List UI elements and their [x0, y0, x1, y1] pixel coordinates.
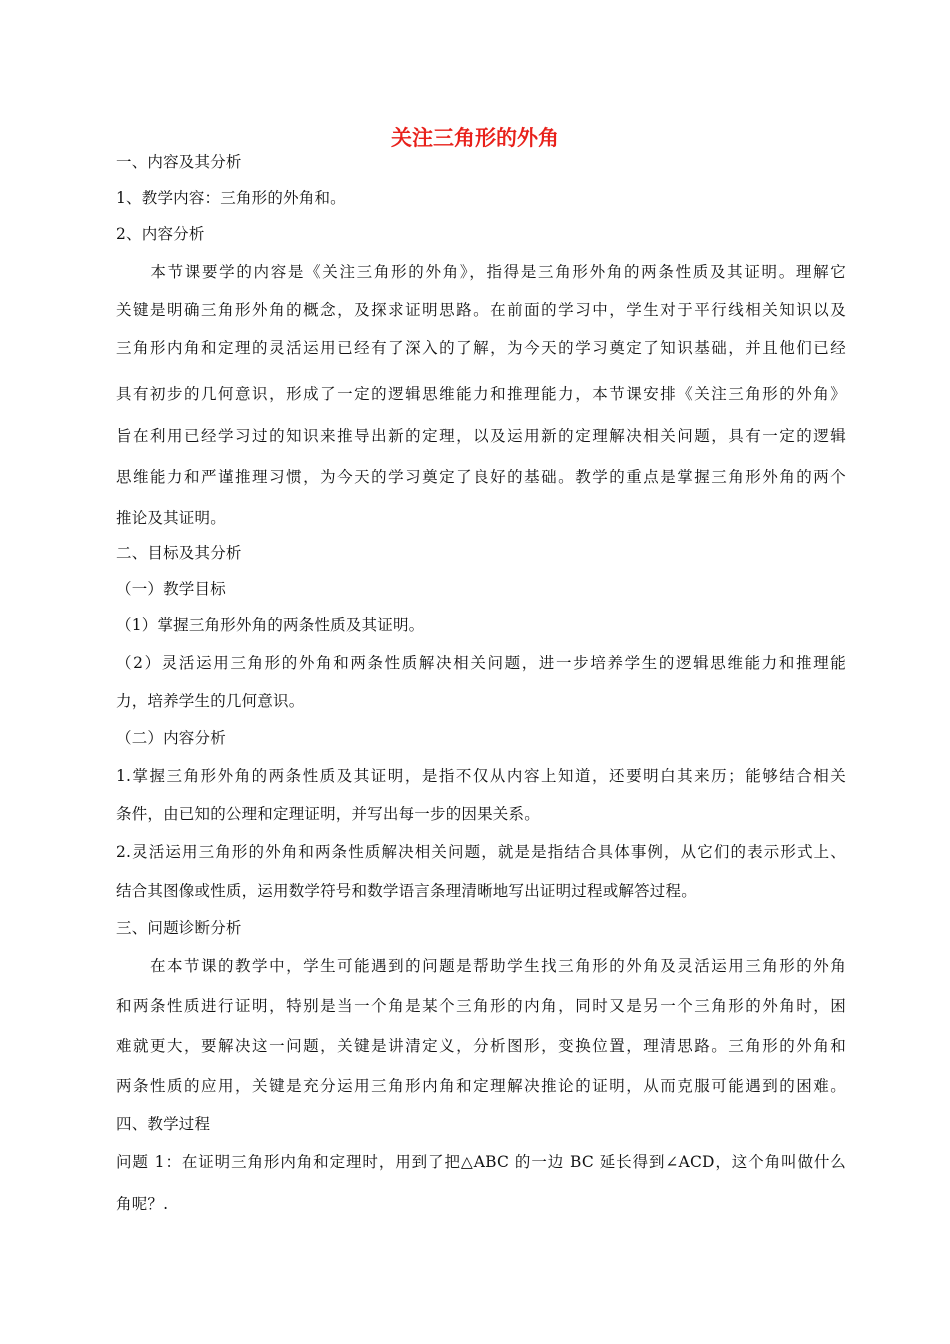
paragraph-line: 和两条性质进行证明，特别是当一个角是某个三角形的内角，同时又是另一个三角形的外角时，困	[116, 997, 846, 1015]
paragraph-line: 推论及其证明。	[116, 509, 226, 527]
subheading: （一）教学目标	[116, 580, 226, 598]
paragraph-line: 力，培养学生的几何意识。	[116, 692, 305, 710]
paragraph-line: 条件，由已知的公理和定理证明，并写出每一步的因果关系。	[116, 805, 540, 823]
paragraph-line: 2、内容分析	[116, 225, 205, 243]
section-heading-3: 三、问题诊断分析	[116, 919, 242, 937]
paragraph-line: 2.灵活运用三角形的外角和两条性质解决相关问题，就是是指结合具体事例，从它们的表示形式上、	[116, 843, 846, 861]
paragraph-line: 关键是明确三角形外角的概念，及探求证明思路。在前面的学习中，学生对于平行线相关知识以及	[116, 301, 846, 319]
paragraph-line: 具有初步的几何意识，形成了一定的逻辑思维能力和推理能力，本节课安排《关注三角形的外角》	[116, 385, 846, 403]
paragraph-line: 难就更大，要解决这一问题，关键是讲清定义，分析图形，变换位置，理清思路。三角形的外角和	[116, 1037, 846, 1055]
section-heading-1: 一、内容及其分析	[116, 153, 242, 171]
paragraph-line: 在本节课的教学中，学生可能遇到的问题是帮助学生找三角形的外角及灵活运用三角形的外角	[116, 957, 846, 975]
paragraph-line: 思维能力和严谨推理习惯，为今天的学习奠定了良好的基础。教学的重点是掌握三角形外角的两个	[116, 468, 846, 486]
paragraph-line: （2）灵活运用三角形的外角和两条性质解决相关问题，进一步培养学生的逻辑思维能力和推理能	[116, 654, 846, 672]
paragraph-line: 结合其图像或性质，运用数学符号和数学语言条理清晰地写出证明过程或解答过程。	[116, 882, 697, 900]
paragraph-line: 旨在利用已经学习过的知识来推导出新的定理，以及运用新的定理解决相关问题，具有一定的逻辑	[116, 427, 846, 445]
subheading: （二）内容分析	[116, 729, 226, 747]
paragraph-line: （1）掌握三角形外角的两条性质及其证明。	[116, 616, 425, 634]
paragraph-line: 1、教学内容：三角形的外角和。	[116, 189, 346, 207]
paragraph-line: 三角形内角和定理的灵活运用已经有了深入的了解，为今天的学习奠定了知识基础，并且他们已经	[116, 339, 846, 357]
paragraph-line: 1.掌握三角形外角的两条性质及其证明，是指不仅从内容上知道，还要明白其来历；能够结合相关	[116, 767, 846, 785]
paragraph-line: 两条性质的应用，关键是充分运用三角形内角和定理解决推论的证明，从而克服可能遇到的困难。	[116, 1077, 846, 1095]
paragraph-line: 本节课要学的内容是《关注三角形的外角》，指得是三角形外角的两条性质及其证明。理解它	[116, 263, 846, 281]
section-heading-2: 二、目标及其分析	[116, 544, 242, 562]
paragraph-line: 问题 1：在证明三角形内角和定理时，用到了把△ABC 的一边 BC 延长得到∠ACD，这个角叫做什么	[116, 1153, 846, 1171]
section-heading-4: 四、教学过程	[116, 1115, 211, 1133]
document-title: 关注三角形的外角	[391, 126, 559, 150]
paragraph-line: 角呢？.	[116, 1195, 169, 1213]
